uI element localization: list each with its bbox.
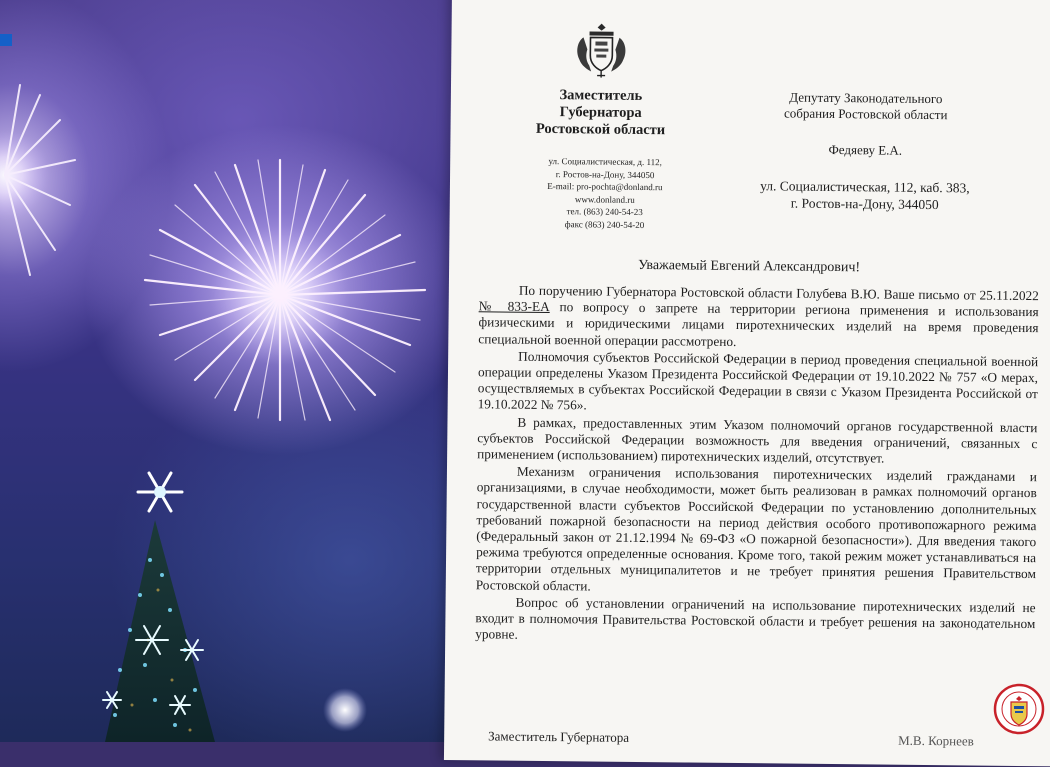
- recipient-block: [750, 89, 981, 213]
- sender-address-line: ул. Социалистическая, д. 112,: [548, 156, 662, 168]
- paragraph-4: Механизм ограничения использования пиротехнических изделий гражданами и организациями, в случае необходимости, может быть реализован в рамках полномочий органов государственной власти субъектов Российской Федерации по установлению дополнительных требований пожарной безопасности на период действия особого противопожарного режима (Федеральный закон от 21.12.1994 № 69-ФЗ «О пожарной безопасности»). Для введения такого режима требуются определенные основания. Кроме того, такой режим может устанавливаться на территории отдельных муниципалитетов и не требует принятия решения Правительством Ростовской области.: [475, 463, 1038, 594]
- fireworks-photo: [0, 0, 470, 742]
- signature-name: М.В. Корнеев: [898, 732, 974, 749]
- sender-address-line: г. Ростов-на-Дону, 344050: [555, 168, 655, 180]
- official-letter: [444, 0, 1050, 767]
- left-firework: [0, 85, 75, 275]
- paragraph-1-text: по вопросу о запрете на территории региона применения и использования физическими и юридическими лицами пиротехнических изделий на время проведения специальной военной операции рассмотрено.: [478, 299, 1039, 349]
- sender-email: E-mail: pro-pochta@donland.ru: [547, 181, 663, 193]
- tree-star: [138, 473, 182, 511]
- rostov-coat-of-arms-icon: [573, 19, 630, 80]
- newsportal-logo-icon: [993, 683, 1045, 735]
- recipient-address-line: г. Ростов-на-Дону, 344050: [790, 195, 939, 213]
- bright-light: [323, 688, 367, 732]
- sender-address: [519, 155, 690, 232]
- salutation: Уважаемый Евгений Александрович!: [638, 257, 861, 276]
- fireworks-illustration: [0, 0, 470, 742]
- recipient-name: Федяеву Е.А.: [828, 141, 903, 158]
- christmas-tree: [103, 473, 215, 742]
- main-firework: [145, 160, 425, 420]
- sender-fax: факс (863) 240-54-20: [564, 218, 645, 230]
- paragraph-1-text: По поручению Губернатора Ростовской области Голубева В.Ю. Ваше письмо от 25.11.2022: [518, 282, 1039, 304]
- sender-phone: тел. (863) 240-54-23: [566, 206, 643, 218]
- registration-number: № 833-ЕА: [478, 298, 550, 315]
- recipient-position-line: собрания Ростовской области: [783, 105, 948, 123]
- recipient-position-line: Депутату Законодательного: [789, 89, 943, 107]
- paragraph-2: Полномочия субъектов Российской Федерации в период проведения специальной военной операции определены Указом Президента Российской Федерации от 19.10.2022 № 757 «О мерах, осуществляемых в субъектах Российской Федерации в связи с Указом Президента Российской от 19.10.2022 № 756».: [477, 348, 1039, 413]
- sender-title-line: Заместитель: [559, 87, 643, 104]
- sender-title-line: Ростовской области: [535, 120, 666, 139]
- paragraph-1: [478, 282, 1039, 353]
- paragraph-3: В рамках, предоставленных этим Указом полномочий органов государственной власти субъектов Российской Федерации возможность для введения ограничений, связанных с применением (использованием) пиротехнических изделий, отсутствует.: [477, 414, 1038, 466]
- recipient-address-line: ул. Социалистическая, 112, каб. 383,: [760, 178, 970, 196]
- sender-title-line: Губернатора: [559, 104, 642, 121]
- sender-title: [510, 87, 691, 140]
- signature-title: Заместитель Губернатора: [488, 728, 630, 745]
- sender-website: www.donland.ru: [574, 193, 635, 205]
- recipient-address: [750, 177, 980, 213]
- paragraph-5: Вопрос об установлении ограничений на использование пиротехнических изделий не входит в полномочия Правительства Ростовской области и требует решения на законодательном уровне.: [475, 594, 1036, 642]
- letter-body: [475, 282, 1039, 648]
